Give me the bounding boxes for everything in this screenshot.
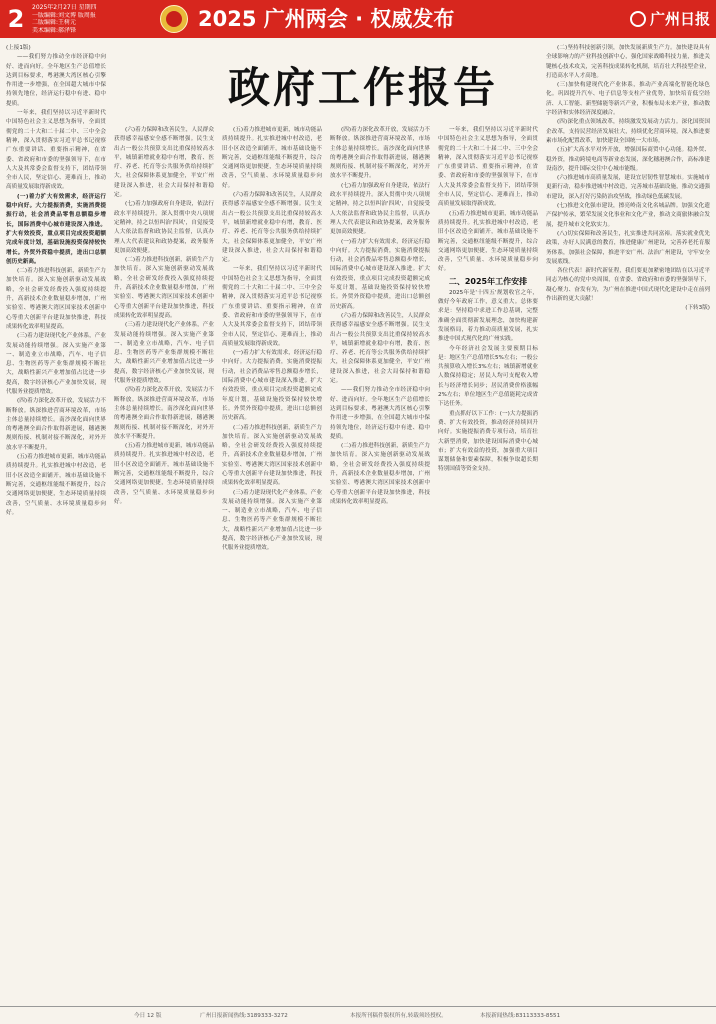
paragraph: (三)着力建设现代化产业体系，产业发展动能持续增强。深入实施产业第一、制造业立市战略，汽车、电子信息、生物医药等产业集群规模不断壮大，战略性新兴产业增加值占比进一步提高，数字经济核心产业加快发展，现代服务业提质增效。: [222, 489, 322, 552]
paragraph: (四)深化重点领域改革，持续激发发展动力活力。深化国资国企改革，支持民营经济发展壮大，持续优化营商环境，深入推进要素市场化配置改革，加快建设全国统一大市场。: [546, 119, 710, 144]
page-footer: [0, 1008, 716, 1024]
paragraph: (三)着力建设现代化产业体系，产业发展动能持续增强。深入实施产业第一、制造业立市战略，汽车、电子信息、生物医药等产业集群规模不断壮大，战略性新兴产业增加值占比进一步提高，数字经济核心产业加快发展，现代服务业提质增效。: [6, 333, 106, 395]
editor-credit: 一版编辑:刘文博 版周报: [32, 11, 96, 19]
paragraph: (六)推进城市高质量发展，建设宜居韧性智慧城市。实施城市更新行动，稳步推进城中村改造，完善城市基础设施，推动交通强市建设，深入打好污染防治攻坚战，推动绿色低碳发展。: [546, 175, 710, 200]
paragraph: (一)着力扩大有效需求，经济运行稳中向好。大力提振消费，实施消费提振行动，社会消费品零售总额稳步增长，国际消费中心城市建设深入推进。扩大有效投资，重点项目完成投资超额完成年度计划，基础设施投资保持较快增长。外贸外资稳中提质，进出口总额创历史新高。: [330, 238, 430, 310]
paragraph: 2025年是'十四五'规划收官之年，做好今年政府工作，意义重大。总体要求是：坚持稳中求进工作总基调，完整准确全面贯彻新发展理念，加快构建新发展格局，着力推动高质量发展，扎实推进中国式现代化的广州实践。: [438, 289, 538, 343]
paragraph: (五)着力推进城市更新，城市功能品质持续提升。扎实推进城中村改造，老旧小区改造全面铺开，城市基础设施不断完善，交通枢纽能级不断提升，综合交通网络更加便捷，生态环境质量持续改善，空气质量、水环境质量稳步向好。: [438, 210, 538, 273]
paragraph: (八)切实保障和改善民生，扎实推进共同富裕。落实就业优先政策，办好人民满意的教育，推进健康广州建设，完善养老托育服务体系，加强社会保障，推进平安广州、法治广州建设，守牢安全发展底线。: [546, 230, 710, 265]
issue-date: 2025年2月27日 星期四: [32, 4, 97, 11]
paragraph: 重点抓好以下工作：(一)大力提振消费、扩大有效投资，推动经济持续回升向好。实施提振消费专项行动，培育壮大新型消费，加快建设国际消费中心城市；扩大有效益的投资，加强重大项目谋划储备和要素保障，积极争取超长期特别国债等资金支持。: [438, 410, 538, 473]
design-credit: 美术编辑:郝泽锋: [32, 26, 77, 34]
text-column-6: [546, 44, 710, 1004]
paragraph: 各位代表！新时代新征程，我们要更加紧密地团结在以习近平同志为核心的党中央周围，在省委、省政府和市委的坚强领导下，凝心聚力、奋发有为，为广州在推进中国式现代化建设中走在前列作出新的更大贡献！: [546, 268, 710, 303]
paragraph: 今年经济社会发展主要预期目标是：地区生产总值增长5%左右；一般公共预算收入增长3%左右；城镇新增就业人数保持稳定；居民人均可支配收入增长与经济增长同步；居民消费价格涨幅2%左右；单位地区生产总值能耗完成省下达任务。: [438, 345, 538, 408]
article-title: 政府工作报告: [228, 63, 499, 112]
newspaper-logo: [600, 9, 710, 29]
paragraph: (三)着力建设现代化产业体系，产业发展动能持续增强。深入实施产业第一、制造业立市战略，汽车、电子信息、生物医药等产业集群规模不断壮大，战略性新兴产业增加值占比进一步提高，数字经济核心产业加快发展，现代服务业提质增效。: [114, 322, 214, 385]
paragraph: (四)着力深化改革开放，发展活力不断释放。纵深推进营商环境改革，市场主体总量持续增长。南沙深化面向世界的粤港澳全面合作取得新进展，穗港澳规则衔接、机制对接不断深化，对外开放水平不断提升。: [6, 398, 106, 451]
paragraph: 一年来，我们坚持以习近平新时代中国特色社会主义思想为指导，全面贯彻党的二十大和二十届二中、三中全会精神，深入贯彻落实习近平总书记视察广东重要讲话、重要指示精神，在省委、省政府和市委的坚强领导下，在市人大及其常委会监督支持下，团结带领全市人民，坚定信心、迎难而上，推动高质量发展取得新成效。: [222, 266, 322, 347]
national-emblem-icon: [160, 5, 188, 33]
footer-hotline: 广州日报新闻热线:3189333-3272: [200, 1013, 288, 1019]
paragraph: (二)着力推进科技创新，新质生产力加快培育。深入实施创新驱动发展战略，全社会研发经费投入强度持续提升，高新技术企业数量稳步增加，广州实验室、粤港澳大湾区国家技术创新中心等重大创新平台建设加快推进，科技成果转化效率明显提高。: [114, 257, 214, 319]
paragraph: (七)着力加强政府自身建设，依法行政水平持续提升。深入贯彻中央八项规定精神，持之以恒纠治'四风'，自觉接受人大依法监督和政协民主监督，认真办理人大代表建议和政协提案，政务服务更加高效便捷。: [330, 182, 430, 236]
subheading: (一)着力扩大有效需求，经济运行稳中向好。大力提振消费，实施消费提振行动，社会消费品零售总额稳步增长，国际消费中心城市建设深入推进。扩大有效投资，重点项目完成投资超额完成年度计划，基础设施投资保持较快增长。外贸外资稳中提质，进出口总额创历史新高。: [6, 193, 106, 265]
paragraph: (六)着力保障和改善民生，人民群众获得感幸福感安全感不断增强。民生支出占一般公共预算支出比重保持较高水平，城镇新增就业稳中有增，教育、医疗、养老、托育等公共服务供给持续扩大，社会保障体系更加健全，平安广州建设深入推进，社会大局保持和谐稳定。: [222, 192, 322, 264]
text-column-4: [330, 126, 430, 1002]
text-column-2: [114, 126, 214, 1002]
paragraph: (三)加快构建现代化产业体系，推动产业高端化智能化绿色化。巩固提升汽车、电子信息等支柱产业优势，加快培育低空经济、人工智能、新型储能等新兴产业，积极布局未来产业，推动数字经济和实体经济深度融合。: [546, 82, 710, 117]
paragraph: (二)着力推进科技创新，新质生产力加快培育。深入实施创新驱动发展战略，全社会研发经费投入强度持续提升，高新技术企业数量稳步增加，广州实验室、粤港澳大湾区国家技术创新中心等重大创新平台建设加快推进，科技成果转化效率明显提高。: [6, 268, 106, 330]
lead-marker: (上接1版): [6, 45, 31, 51]
text-column-5: [438, 126, 538, 1002]
page-number: 2: [7, 5, 25, 33]
paragraph: (二)着力推进科技创新，新质生产力加快培育。深入实施创新驱动发展战略，全社会研发经费投入强度持续提升，高新技术企业数量稳步增加，广州实验室、粤港澳大湾区国家技术创新中心等重大创新平台建设加快推进，科技成果转化效率明显提高。: [222, 424, 322, 487]
paragraph: (四)着力深化改革开放，发展活力不断释放。纵深推进营商环境改革，市场主体总量持续增长。南沙深化面向世界的粤港澳全面合作取得新进展，穗港澳规则衔接、机制对接不断深化，对外开放水平不断提升。: [114, 387, 214, 440]
paragraph: (五)着力推进城市更新，城市功能品质持续提升。扎实推进城中村改造，老旧小区改造全面铺开，城市基础设施不断完善，交通枢纽能级不断提升，综合交通网络更加便捷，生态环境质量持续改善，空气质量、水环境质量稳步向好。: [6, 454, 106, 516]
footer-news-hotline: 本报新闻热线:83113333-8551: [480, 1013, 561, 1019]
paragraph: (七)推进文化强市建设，擦亮岭南文化名城品牌。加强文化遗产保护传承，繁荣发展文化事业和文化产业，推动文商旅体融合发展，提升城市文化软实力。: [546, 203, 710, 228]
logo-text: 广州日报: [649, 10, 710, 28]
paragraph: (五)扩大高水平对外开放，增强国际商贸中心功能。稳外贸、稳外资，推动跨境电商等新业态发展，深化穗港澳合作，高标准建设南沙，提升国际交往中心城市能级。: [546, 147, 710, 172]
paragraph: (一)着力扩大有效需求，经济运行稳中向好。大力提振消费，实施消费提振行动，社会消费品零售总额稳步增长，国际消费中心城市建设深入推进。扩大有效投资，重点项目完成投资超额完成年度计划，基础设施投资保持较快增长。外贸外资稳中提质，进出口总额创历史新高。: [222, 350, 322, 422]
header-meta: [32, 4, 122, 34]
footer-copyright: 本报所刊稿件版权所有,转载须经授权。: [350, 1013, 447, 1019]
paragraph: 一年来，我们坚持以习近平新时代中国特色社会主义思想为指导，全面贯彻党的二十大和二十届二中、三中全会精神，深入贯彻落实习近平总书记视察广东重要讲话、重要指示精神，在省委、省政府和市委的坚强领导下，在市人大及其常委会监督支持下，团结带领全市人民，坚定信心、迎难而上，推动高质量发展取得新成效。: [438, 127, 538, 208]
footer-rule: [0, 1006, 716, 1007]
paragraph: (六)着力保障和改善民生，人民群众获得感幸福感安全感不断增强。民生支出占一般公共预算支出比重保持较高水平，城镇新增就业稳中有增，教育、医疗、养老、托育等公共服务供给持续扩大，社会保障体系更加健全，平安广州建设深入推进，社会大局保持和谐稳定。: [114, 127, 214, 199]
paragraph: (二)着力推进科技创新，新质生产力加快培育。深入实施创新驱动发展战略，全社会研发经费投入强度持续提升，高新技术企业数量稳步增加，广州实验室、粤港澳大湾区国家技术创新中心等重大创新平台建设加快推进，科技成果转化效率明显提高。: [330, 443, 430, 505]
page-header: [0, 0, 716, 38]
paragraph: (五)着力推进城市更新，城市功能品质持续提升。扎实推进城中村改造，老旧小区改造全面铺开，城市基础设施不断完善，交通枢纽能级不断提升，综合交通网络更加便捷，生态环境质量持续改善，空气质量、水环境质量稳步向好。: [222, 127, 322, 189]
continuation-marker: (下转3版): [685, 305, 710, 312]
paragraph: (七)着力加强政府自身建设，依法行政水平持续提升。深入贯彻中央八项规定精神，持之以恒纠治'四风'，自觉接受人大依法监督和政协民主监督，认真办理人大代表建议和政协提案，政务服务更加高效便捷。: [114, 201, 214, 254]
section-title: 2025 广州两会 · 权威发布: [198, 7, 455, 31]
paragraph: 一年来，我们坚持以习近平新时代中国特色社会主义思想为指导，全面贯彻党的二十大和二十届二中、三中全会精神，深入贯彻落实习近平总书记视察广东重要讲话、重要指示精神，在省委、省政府和市委的坚强领导下，在市人大及其常委会监督支持下，团结带领全市人民，坚定信心、迎难而上，推动高质量发展取得新成效。: [6, 110, 106, 191]
paragraph: (二)坚持科技创新引领，加快发展新质生产力。加快建设具有全球影响力的产业科技创新中心，强化国家战略科技力量，推进关键核心技术攻关，完善科技成果转化机制，培育壮大科技型企业，打造高水平人才高地。: [546, 45, 710, 79]
logo-icon: [630, 11, 646, 27]
section-heading: 二、2025年工作安排: [448, 276, 528, 286]
paragraph: (四)着力深化改革开放，发展活力不断释放。纵深推进营商环境改革，市场主体总量持续增长。南沙深化面向世界的粤港澳全面合作取得新进展，穗港澳规则衔接、机制对接不断深化，对外开放水平不断提升。: [330, 127, 430, 180]
paragraph: ——我们努力推动全市经济稳中向好、进而向好。全年地区生产总值增长达到目标要求，粤港澳大湾区核心引擎作用进一步增强，在全国超大城市中保持领先地位，经济运行稳中有进、稳中提质。: [6, 54, 106, 107]
paragraph: (五)着力推进城市更新，城市功能品质持续提升。扎实推进城中村改造，老旧小区改造全面铺开，城市基础设施不断完善，交通枢纽能级不断提升，综合交通网络更加便捷，生态环境质量持续改善，空气质量、水环境质量稳步向好。: [114, 443, 214, 505]
paragraph: ——我们努力推动全市经济稳中向好、进而向好。全年地区生产总值增长达到目标要求，粤港澳大湾区核心引擎作用进一步增强，在全国超大城市中保持领先地位，经济运行稳中有进、稳中提质。: [330, 387, 430, 440]
proof-credit: 二版编辑:王树元: [32, 19, 77, 26]
paragraph: (六)着力保障和改善民生，人民群众获得感幸福感安全感不断增强。民生支出占一般公共预算支出比重保持较高水平，城镇新增就业稳中有增，教育、医疗、养老、托育等公共服务供给持续扩大，社会保障体系更加健全，平安广州建设深入推进，社会大局保持和谐稳定。: [330, 312, 430, 385]
footer-edition: 今日 12 版: [134, 1013, 162, 1019]
text-column-1: [6, 44, 106, 1004]
text-column-3: [222, 126, 322, 1002]
